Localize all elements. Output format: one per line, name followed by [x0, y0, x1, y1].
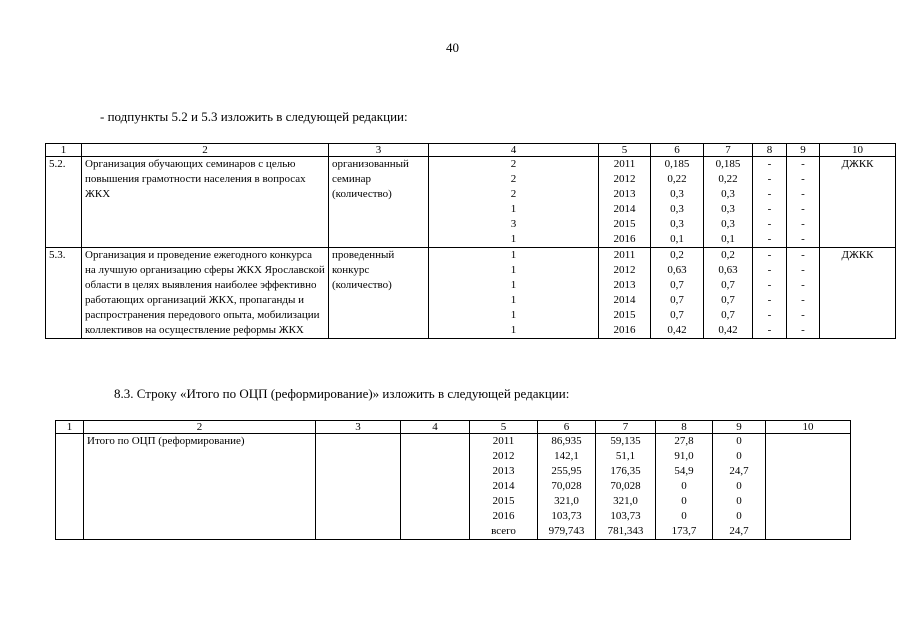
column-header: 10	[820, 144, 896, 157]
cell-value: 24,7	[729, 525, 749, 537]
table-row	[46, 157, 896, 248]
cell-value: 0	[736, 480, 742, 492]
cell-value: 2014	[613, 294, 636, 306]
cell-value: 2015	[613, 309, 636, 321]
cell-value: -	[767, 173, 772, 185]
cell-value: 2012	[613, 264, 636, 276]
item-name: Организация и проведение ежегодного конкурса на лучшую организацию сферы ЖКХ Ярославской области в целях выявления наиболее эффективно работающих организаций ЖКХ, пропаганды и распространения передового опыта, мобилизации коллективов на осуществление реформы ЖКХ	[82, 248, 329, 339]
cell-value: 91,0	[674, 450, 694, 462]
column-header: 4	[401, 421, 470, 434]
column-header: 2	[84, 421, 316, 434]
item-col7	[704, 157, 753, 248]
cell-value: 0,7	[721, 294, 735, 306]
cell-value: 1	[510, 249, 517, 261]
column-header: 6	[651, 144, 704, 157]
total-col8	[656, 434, 713, 540]
cell-value: 54,9	[674, 465, 694, 477]
column-header: 9	[713, 421, 766, 434]
cell-value: -	[767, 203, 772, 215]
cell-value: 2011	[613, 249, 636, 261]
cell-value: 176,35	[610, 465, 641, 477]
cell-value: 2011	[492, 435, 515, 447]
cell-value: 2016	[492, 510, 515, 522]
cell-value: -	[801, 294, 805, 306]
cell-value: 0,2	[670, 249, 684, 261]
cell-value: 86,935	[551, 435, 582, 447]
column-header: 8	[753, 144, 787, 157]
cell-value: 2011	[613, 158, 636, 170]
cell-value: 0,3	[721, 188, 735, 200]
cell-value: -	[801, 264, 805, 276]
cell-value: -	[767, 279, 772, 291]
cell-value: -	[767, 324, 772, 336]
total-col9	[713, 434, 766, 540]
column-header: 5	[470, 421, 538, 434]
cell-value: 51,1	[615, 450, 636, 462]
column-header: 7	[596, 421, 656, 434]
cell-value: 0,7	[721, 279, 735, 291]
cell-value: 173,7	[671, 525, 697, 537]
cell-value: -	[767, 218, 772, 230]
cell-value: 0,1	[721, 233, 735, 245]
page-number: 40	[446, 40, 459, 55]
cell-value: 2014	[613, 203, 636, 215]
cell-value: -	[767, 233, 772, 245]
column-header: 1	[56, 421, 84, 434]
cell-value: 24,7	[729, 465, 749, 477]
cell-value: 1	[510, 309, 517, 321]
item-col7	[704, 248, 753, 339]
cell-value: 0,22	[667, 173, 687, 185]
cell-value: 2013	[613, 279, 636, 291]
item-executor: ДЖКК	[820, 248, 896, 339]
cell-value: 255,95	[551, 465, 582, 477]
total-years	[470, 434, 538, 540]
item-indicator: проведенный конкурс (количество)	[329, 248, 429, 339]
cell-value: -	[801, 249, 805, 261]
item-years	[599, 248, 651, 339]
column-header: 2	[82, 144, 329, 157]
item-col9	[787, 248, 820, 339]
cell-value: -	[801, 309, 805, 321]
item-col8	[753, 157, 787, 248]
cell-value: 0,3	[721, 203, 735, 215]
item-col6	[651, 157, 704, 248]
item-quantity	[429, 157, 599, 248]
cell-value: 2	[510, 173, 517, 185]
cell-value: -	[801, 158, 805, 170]
cell-value: 0	[736, 495, 742, 507]
cell-value: 0,185	[664, 158, 690, 170]
cell-value: 0,42	[667, 324, 687, 336]
column-header: 8	[656, 421, 713, 434]
cell-value: 3	[510, 218, 517, 230]
cell-value: 0,3	[721, 218, 735, 230]
column-header: 3	[329, 144, 429, 157]
cell-value: 0,22	[718, 173, 738, 185]
cell-value: 2	[510, 188, 517, 200]
item-number: 5.2.	[46, 157, 82, 248]
cell-value: -	[801, 324, 805, 336]
cell-value: 321,0	[554, 495, 579, 507]
cell-value: 0,7	[670, 294, 684, 306]
column-header: 9	[787, 144, 820, 157]
total-col4	[401, 434, 470, 540]
cell-value: -	[767, 294, 772, 306]
cell-value: -	[767, 249, 772, 261]
cell-value: 2016	[613, 324, 636, 336]
cell-value: 0	[736, 510, 742, 522]
cell-value: 103,73	[551, 510, 582, 522]
cell-value: 2015	[613, 218, 636, 230]
cell-value: 2015	[492, 495, 515, 507]
cell-value: 979,743	[548, 525, 585, 537]
cell-value: -	[801, 279, 805, 291]
cell-value: 1	[510, 324, 517, 336]
table-row	[56, 434, 851, 540]
cell-value: 0,2	[721, 249, 735, 261]
cell-value: 0,3	[670, 203, 684, 215]
cell-value: 0,7	[721, 309, 735, 321]
table-row	[46, 248, 896, 339]
total-col10	[766, 434, 851, 540]
cell-value: -	[801, 203, 805, 215]
cell-value: -	[767, 309, 772, 321]
total-col6	[538, 434, 596, 540]
cell-value: 0,7	[670, 279, 684, 291]
cell-value: всего	[491, 525, 516, 537]
cell-value: 2016	[613, 233, 636, 245]
cell-value: 1	[510, 233, 517, 245]
cell-value: 2013	[492, 465, 515, 477]
total-label: Итого по ОЦП (реформирование)	[84, 434, 316, 540]
item-years	[599, 157, 651, 248]
cell-value: 0,63	[718, 264, 738, 276]
cell-value: -	[767, 188, 772, 200]
cell-value: 2012	[492, 450, 515, 462]
cell-value: 70,028	[551, 480, 582, 492]
cell-value: -	[801, 233, 805, 245]
item-name: Организация обучающих семинаров с целью повышения грамотности населения в вопросах ЖКХ	[82, 157, 329, 248]
intro-text-1: - подпункты 5.2 и 5.3 изложить в следующей редакции:	[100, 109, 408, 124]
cell-value: 0	[681, 495, 687, 507]
column-header: 7	[704, 144, 753, 157]
total-col7	[596, 434, 656, 540]
cell-value: 0	[736, 435, 742, 447]
column-header: 1	[46, 144, 82, 157]
cell-value: 103,73	[610, 510, 641, 522]
cell-value: 0,3	[670, 218, 684, 230]
item-col8	[753, 248, 787, 339]
cell-value: 0,7	[670, 309, 684, 321]
column-header: 4	[429, 144, 599, 157]
cell-value: 0	[681, 510, 687, 522]
item-col6	[651, 248, 704, 339]
table-subitems	[45, 143, 896, 339]
cell-value: 0,63	[667, 264, 687, 276]
cell-value: -	[801, 188, 805, 200]
item-number: 5.3.	[46, 248, 82, 339]
item-quantity	[429, 248, 599, 339]
cell-value: 781,343	[607, 525, 644, 537]
item-executor: ДЖКК	[820, 157, 896, 248]
cell-value: 0	[681, 480, 687, 492]
column-header: 5	[599, 144, 651, 157]
cell-value: 2012	[613, 173, 636, 185]
cell-value: 0	[736, 450, 742, 462]
item-indicator: организованный семинар (количество)	[329, 157, 429, 248]
intro-text-2: 8.3. Строку «Итого по ОЦП (реформирование)» изложить в следующей редакции:	[114, 386, 570, 401]
cell-value: 70,028	[610, 480, 641, 492]
table-total	[55, 420, 851, 540]
cell-value: 2013	[613, 188, 636, 200]
column-header: 6	[538, 421, 596, 434]
cell-value: 27,8	[674, 435, 694, 447]
cell-value: 142,1	[554, 450, 579, 462]
cell-value: -	[767, 158, 772, 170]
cell-value: -	[801, 173, 805, 185]
column-header: 10	[766, 421, 851, 434]
cell-value: 0,1	[670, 233, 684, 245]
table-header-row	[46, 144, 896, 157]
cell-value: 321,0	[613, 495, 638, 507]
column-header: 3	[316, 421, 401, 434]
cell-value: 1	[510, 264, 517, 276]
cell-value: 2014	[492, 480, 515, 492]
cell-value: 2	[510, 158, 517, 170]
item-col9	[787, 157, 820, 248]
cell-value: 1	[510, 279, 517, 291]
total-col3	[316, 434, 401, 540]
cell-value: 59,135	[610, 435, 641, 447]
cell-value: 0,185	[715, 158, 741, 170]
cell-value: 1	[510, 294, 517, 306]
cell-value: -	[801, 218, 805, 230]
cell-value: 0,3	[670, 188, 684, 200]
total-col1	[56, 434, 84, 540]
cell-value: 1	[510, 203, 517, 215]
table-header-row	[56, 421, 851, 434]
cell-value: -	[767, 264, 772, 276]
cell-value: 0,42	[718, 324, 738, 336]
